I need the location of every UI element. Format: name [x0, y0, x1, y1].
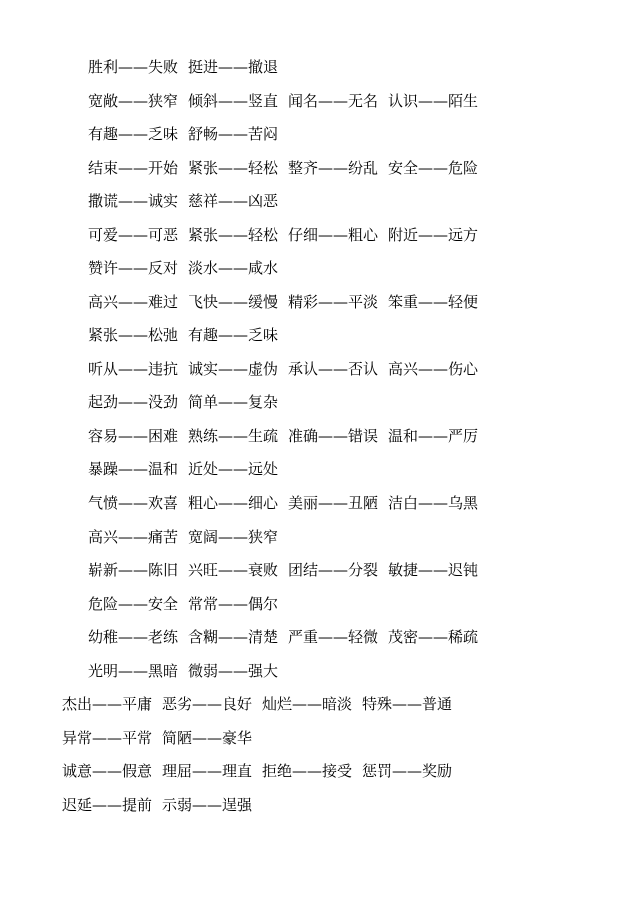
- antonym-pair: 高兴——伤心: [388, 360, 479, 378]
- antonym-line: [88, 592, 288, 616]
- antonym-pair: 舒畅——苦闷: [188, 125, 279, 143]
- antonym-pair: 恶劣——良好: [162, 695, 253, 713]
- antonym-pair: 安全——危险: [388, 159, 479, 177]
- antonym-line: [88, 156, 488, 180]
- antonym-pair: 高兴——痛苦: [88, 528, 179, 546]
- antonym-pair: 赞许——反对: [88, 259, 179, 277]
- antonym-line: [88, 89, 488, 113]
- antonym-pair: 闻名——无名: [288, 92, 379, 110]
- antonym-pair: 温和——严厉: [388, 427, 479, 445]
- antonym-pair: 飞快——缓慢: [188, 293, 279, 311]
- antonym-pair: 诚意——假意: [62, 762, 153, 780]
- antonym-line: [88, 122, 288, 146]
- antonym-pair: 宽敞——狭窄: [88, 92, 179, 110]
- antonym-pair: 认识——陌生: [388, 92, 479, 110]
- antonym-line: [88, 390, 288, 414]
- antonym-pair: 整齐——纷乱: [288, 159, 379, 177]
- antonym-pair: 近处——远处: [188, 460, 279, 478]
- antonym-line: [88, 357, 488, 381]
- antonym-pair: 紧张——轻松: [188, 226, 279, 244]
- antonym-line: [88, 290, 488, 314]
- antonym-pair: 崭新——陈旧: [88, 561, 179, 579]
- antonym-line: [88, 525, 288, 549]
- antonym-line: [62, 692, 462, 716]
- antonym-pair: 兴旺——衰败: [188, 561, 279, 579]
- antonym-pair: 美丽——丑陋: [288, 494, 379, 512]
- antonym-line: [88, 55, 288, 79]
- antonym-pair: 团结——分裂: [288, 561, 379, 579]
- antonym-pair: 光明——黑暗: [88, 662, 179, 680]
- antonym-pair: 理屈——理直: [162, 762, 253, 780]
- antonym-line: [88, 558, 488, 582]
- antonym-pair: 听从——违抗: [88, 360, 179, 378]
- antonym-pair: 胜利——失败: [88, 58, 179, 76]
- antonym-pair: 特殊——普通: [362, 695, 453, 713]
- antonym-pair: 高兴——难过: [88, 293, 179, 311]
- antonym-pair: 常常——偶尔: [188, 595, 279, 613]
- antonym-pair: 粗心——细心: [188, 494, 279, 512]
- antonym-pair: 有趣——乏味: [88, 125, 179, 143]
- antonym-pair: 气愤——欢喜: [88, 494, 179, 512]
- antonym-pair: 紧张——松弛: [88, 326, 179, 344]
- antonym-pair: 异常——平常: [62, 729, 153, 747]
- antonym-pair: 杰出——平庸: [62, 695, 153, 713]
- antonym-pair: 简陋——豪华: [162, 729, 253, 747]
- antonym-pair: 可爱——可恶: [88, 226, 179, 244]
- antonym-line: [88, 323, 288, 347]
- antonym-pair: 危险——安全: [88, 595, 179, 613]
- antonym-pair: 紧张——轻松: [188, 159, 279, 177]
- antonym-pair: 惩罚——奖励: [362, 762, 453, 780]
- antonym-pair: 挺进——撤退: [188, 58, 279, 76]
- antonym-pair: 严重——轻微: [288, 628, 379, 646]
- antonym-pair: 宽阔——狭窄: [188, 528, 279, 546]
- antonym-pair: 幼稚——老练: [88, 628, 179, 646]
- antonym-pair: 结束——开始: [88, 159, 179, 177]
- antonym-line: [88, 189, 288, 213]
- antonym-pair: 茂密——稀疏: [388, 628, 479, 646]
- antonym-pair: 承认——否认: [288, 360, 379, 378]
- antonym-pair: 简单——复杂: [188, 393, 279, 411]
- antonym-pair: 诚实——虚伪: [188, 360, 279, 378]
- antonym-pair: 起劲——没劲: [88, 393, 179, 411]
- antonym-line: [88, 491, 488, 515]
- antonym-pair: 灿烂——暗淡: [262, 695, 353, 713]
- antonym-line: [88, 424, 488, 448]
- antonym-pair: 拒绝——接受: [262, 762, 353, 780]
- antonym-pair: 仔细——粗心: [288, 226, 379, 244]
- antonym-pair: 暴躁——温和: [88, 460, 179, 478]
- antonym-pair: 慈祥——凶恶: [188, 192, 279, 210]
- antonym-pair: 含糊——清楚: [188, 628, 279, 646]
- antonym-pair: 敏捷——迟钝: [388, 561, 479, 579]
- antonym-line: [88, 223, 488, 247]
- antonym-line: [88, 659, 288, 683]
- antonym-line: [88, 457, 288, 481]
- antonym-pair: 精彩——平淡: [288, 293, 379, 311]
- antonym-line: [88, 625, 488, 649]
- antonym-line: [62, 793, 262, 817]
- antonym-pair: 容易——困难: [88, 427, 179, 445]
- antonym-pair: 准确——错误: [288, 427, 379, 445]
- antonym-pair: 附近——远方: [388, 226, 479, 244]
- antonym-pair: 撒谎——诚实: [88, 192, 179, 210]
- antonym-line: [62, 759, 462, 783]
- antonym-pair: 倾斜——竖直: [188, 92, 279, 110]
- antonym-pair: 微弱——强大: [188, 662, 279, 680]
- antonym-pair: 熟练——生疏: [188, 427, 279, 445]
- antonym-pair: 洁白——乌黑: [388, 494, 479, 512]
- antonym-pair: 有趣——乏味: [188, 326, 279, 344]
- antonym-pair: 笨重——轻便: [388, 293, 479, 311]
- antonym-pair: 淡水——咸水: [188, 259, 279, 277]
- antonym-pair: 迟延——提前: [62, 796, 153, 814]
- antonym-pair: 示弱——逞强: [162, 796, 253, 814]
- antonym-line: [62, 726, 262, 750]
- antonym-line: [88, 256, 288, 280]
